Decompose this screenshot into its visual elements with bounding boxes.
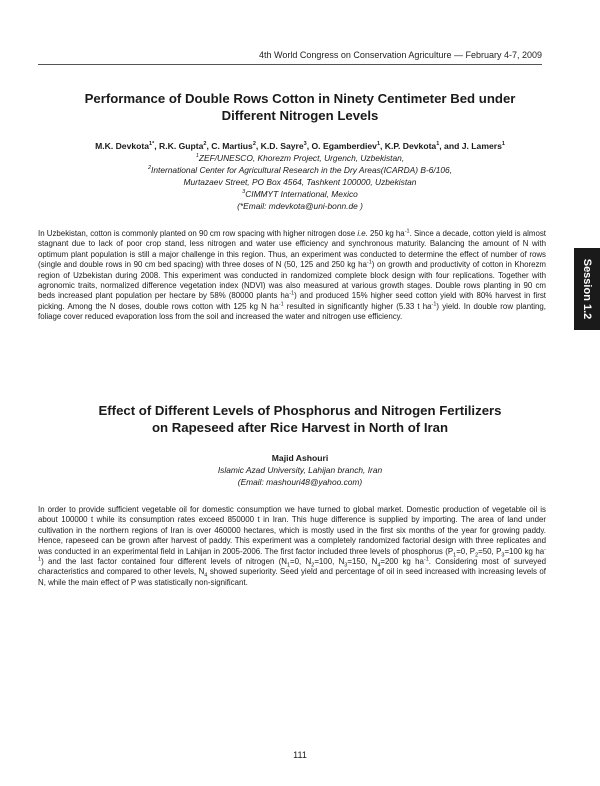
paper2-author: Majid Ashouri — [271, 453, 329, 463]
author-sep: , and — [439, 141, 462, 151]
paper1-title-line2: Different Nitrogen Levels — [221, 108, 379, 123]
session-tab-label: Session 1.2 — [581, 258, 593, 320]
aff-sup: 3 — [242, 189, 246, 196]
author-sup: 2 — [203, 141, 207, 148]
author-name: K.P. Devkota — [384, 141, 437, 151]
paper2-abstract-text: In order to provide sufficient vegetable oil for domestic consumption we have turned to global market. Domestic production of vegetable oil is about 100000 t while its consumption rates exceed 850000 t in Iran. This huge difference is supplied by importing. The area of land under cultivation in the northern regions of Iran is over 460000 hectares, which is mostly used in the first six months of the year for growing paddy. Hence, rapeseed can be grown after harvest of paddy. This experiment was a completely randomized factorial design with three replicates and was conducted in an experimental field in Lahijan in 2005-2006. The first factor included three levels of phosphorus ($P_1=0$, $P_2=50$, $P_3=100$ kg $ha^{-1}$) and the last factor contained four different levels of nitrogen ($N_1=0$, $N_2=100$, $N_3=150$, $N_4=200$ kg $ha^{-1}$. Considering most of surveyed characteristics and compared to other levels, $N_4$ showed superiority. Seed yield and percentage of oil in seed increased with increasing levels of N, while the main effect of P was statistically non-significant. — [38, 505, 546, 587]
paper2-affiliation: Islamic Azad University, Lahijan branch, Iran — [217, 465, 383, 475]
corresponding-email: (*Email: mdevkota@uni-bonn.de ) — [237, 201, 363, 211]
paper1-title — [30, 90, 570, 124]
author-name: M.K. Devkota — [95, 141, 150, 151]
paper1-title-line1: Performance of Double Rows Cotton in Ninety Centimeter Bed under — [84, 91, 516, 106]
aff-sup: 2 — [147, 165, 152, 172]
author-sep: , — [255, 141, 261, 151]
paper1-authors-block — [20, 140, 580, 212]
paper2-title-line1: Effect of Different Levels of Phosphorus and Nitrogen Fertilizers — [98, 403, 502, 418]
author-sup: 1* — [149, 141, 155, 148]
paper1-author-list — [20, 140, 580, 152]
author-name: K.D. Sayre — [260, 141, 304, 151]
author-sup: 2 — [252, 141, 256, 148]
author-name: J. Lamers — [461, 141, 502, 151]
author-sup: 3 — [303, 141, 307, 148]
running-head: 4th World Congress on Conservation Agriculture — February 4-7, 2009 — [259, 50, 542, 60]
paper1-abstract-text: In Uzbekistan, cotton is commonly planted on 90 cm row spacing with higher nitrogen dose i.e. 250 kg $ha^{-1}$. Since a decade, cotton yield is almost stagnant due to lack of poor crop stand, less nitrogen and water use efficiency and synchronous maturity. Balancing the amount of N with optimum plant population is still a major challenge in this region. Thus, an experiment was conducted to determine the effect of number of rows (single and double rows in 90 cm bed spacing) with three doses of N (50, 125 and 250 kg $ha^{-1}$) on growth and productivity of cotton in Khorezm region of Uzbekistan during 2008. This experiment was conducted in randomized complete block design with four replications. Together with agronomic traits, normalized difference vegetation index (NDVI) was also measured at various growth stages. Double rows planting in 90 cm beds increased plant population per hectare by 58% (80000 plants $ha^{-1}$) and produced 15% higher seed cotton yield with 80% harvest in first picking. Among the N doses, double rows cotton with 125 kg N $ha^{-1}$ resulted in significantly higher (5.33 t $ha^{-1}$) yield. In double row planting, foliage cover reduced evaporation loss from the soil and increased the water and nitrogen use efficiency. — [38, 228, 547, 322]
author-sup: 1 — [501, 141, 505, 148]
author-sep: , — [154, 141, 160, 151]
aff-sup: 1 — [195, 153, 199, 160]
header-rule — [38, 64, 542, 65]
paper2-abstract — [38, 505, 546, 588]
page-number: 111 — [293, 750, 307, 760]
aff-text: ZEF/UNESCO, Khorezm Project, Urgench, Uzbekistan, — [198, 153, 405, 163]
aff-text: CIMMYT International, Mexico — [245, 189, 358, 199]
paper2-email: (Email: mashouri48@yahoo.com) — [237, 477, 363, 487]
paper1-abstract — [38, 229, 546, 323]
author-name: C. Martius — [211, 141, 253, 151]
author-sup: 1 — [436, 141, 440, 148]
affiliation-2 — [20, 164, 580, 176]
paper2-authors-block — [20, 452, 580, 488]
affiliation-3 — [20, 188, 580, 200]
author-name: R.K. Gupta — [159, 141, 204, 151]
affiliation-2-address: Murtazaev Street, PO Box 4564, Tashkent 100000, Uzbekistan — [183, 177, 417, 187]
author-sep: , — [306, 141, 312, 151]
aff-text: International Center for Agricultural Research in the Dry Areas(ICARDA) B-6/106, — [151, 165, 453, 175]
session-tab — [574, 248, 600, 330]
paper2-title-line2: on Rapeseed after Rice Harvest in North of Iran — [151, 420, 449, 435]
author-sep: , — [206, 141, 212, 151]
author-sup: 1 — [376, 141, 380, 148]
affiliation-1 — [20, 152, 580, 164]
author-name: O. Egamberdiev — [311, 141, 377, 151]
author-sep: , — [380, 141, 385, 151]
paper2-title — [30, 402, 570, 436]
